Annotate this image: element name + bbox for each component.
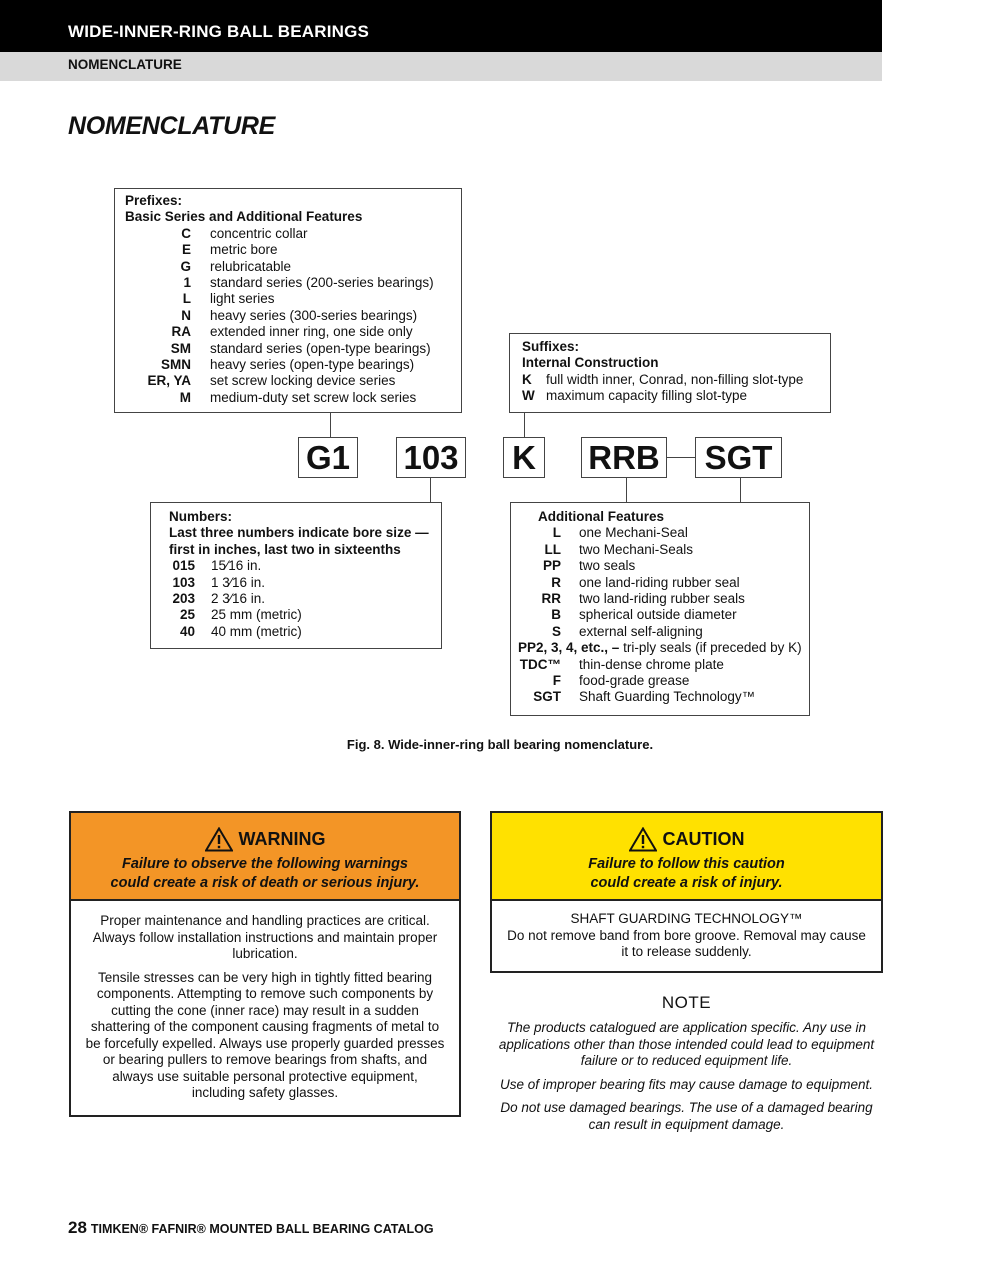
- warning-title: WARNING: [238, 829, 326, 849]
- list-item: [169, 624, 441, 640]
- list-item: [125, 275, 461, 291]
- prefix-code: RA: [171, 324, 191, 340]
- feature-desc: tri-ply seals (if preceded by K): [623, 640, 802, 656]
- list-item: [169, 607, 441, 623]
- prefix-desc: heavy series (open-type bearings): [210, 357, 415, 373]
- number-code: 40: [179, 623, 195, 639]
- prefix-desc: concentric collar: [210, 225, 308, 241]
- note-paragraph: Use of improper bearing fits may cause damage to equipment.: [500, 1076, 873, 1092]
- number-code: 103: [172, 574, 195, 590]
- connector-line: [626, 478, 627, 502]
- list-item: [125, 242, 461, 258]
- feature-code: PP: [542, 558, 561, 574]
- connector-line: [667, 457, 695, 458]
- warning-paragraph: Tensile stresses can be very high in tightly fitted bearing components. Attempting to remove such components by cutting the cone (inner race) may result in a sudden shattering of the component causing fragments of metal to be forcefully expelled. Always use properly guarded presses or bearing pullers to remove bearings from shafts, and always use suitable personal protective equipment, including safety glasses.: [85, 969, 445, 1100]
- list-item: [169, 558, 441, 574]
- additional-features-list: [511, 525, 809, 640]
- list-item: [511, 591, 809, 607]
- feature-code: SGT: [533, 689, 561, 705]
- feature-desc: thin-dense chrome plate: [579, 656, 724, 672]
- footer: [68, 1218, 434, 1238]
- feature-code: S: [551, 623, 561, 639]
- caution-subtitle-2: could create a risk of injury.: [590, 875, 783, 891]
- list-item: [169, 591, 441, 607]
- caution-title: CAUTION: [662, 829, 745, 849]
- prefixes-subtitle: Basic Series and Additional Features: [125, 209, 363, 225]
- prefix-desc: light series: [210, 291, 275, 307]
- numbers-subtitle-1: Last three numbers indicate bore size —: [169, 525, 429, 541]
- prefix-code: L: [182, 291, 191, 307]
- warning-subtitle-2: could create a risk of death or serious injury.: [110, 875, 420, 891]
- feature-desc: two Mechani-Seals: [579, 541, 694, 557]
- feature-desc: two seals: [579, 558, 636, 574]
- caution-body: [492, 901, 881, 961]
- numbers-box: [150, 502, 442, 649]
- note-title: NOTE: [661, 993, 712, 1012]
- numbers-subtitle-2: first in inches, last two in sixteenths: [169, 541, 401, 557]
- suffixes-title: Suffixes:: [522, 339, 580, 354]
- number-code: 015: [172, 558, 195, 574]
- number-code: 203: [172, 591, 195, 607]
- feature-code: PP2, 3, 4, etc., –: [518, 640, 620, 656]
- prefix-desc: medium-duty set screw lock series: [210, 389, 417, 405]
- list-item: [169, 575, 441, 591]
- warning-paragraph: Proper maintenance and handling practices are critical. Always follow installation instructions and maintain proper lubrication.: [92, 913, 438, 961]
- list-item: [125, 357, 461, 373]
- list-item: [511, 525, 809, 541]
- feature-desc: food-grade grease: [579, 673, 690, 689]
- suffixes-subtitle: Internal Construction: [522, 355, 659, 371]
- segment-construction: K: [503, 437, 545, 478]
- note-paragraph: The products catalogued are application specific. Any use in applications other than those intended could lead to equipment failure or to reduced equipment life.: [498, 1020, 875, 1068]
- prefix-code: E: [181, 242, 191, 258]
- feature-code: F: [552, 673, 561, 689]
- prefix-list: [125, 226, 461, 406]
- feature-code: R: [551, 574, 561, 590]
- prefix-desc: set screw locking device series: [210, 373, 396, 389]
- connector-line: [524, 413, 525, 437]
- prefix-desc: standard series (200-series bearings): [210, 275, 434, 291]
- caution-subtitle-1: Failure to follow this caution: [588, 856, 785, 872]
- prefix-desc: heavy series (300-series bearings): [210, 307, 418, 323]
- list-item: [125, 390, 461, 406]
- warning-header: [71, 813, 459, 901]
- feature-desc: one Mechani-Seal: [579, 525, 688, 541]
- suffix-code: W: [522, 388, 535, 404]
- footer-text: TIMKEN® FAFNIR® MOUNTED BALL BEARING CATALOG: [90, 1222, 434, 1236]
- prefix-desc: relubricatable: [210, 258, 292, 274]
- segment-number: 103: [396, 437, 466, 478]
- segment-prefix: G1: [298, 437, 358, 478]
- connector-line: [740, 478, 741, 502]
- feature-code: RR: [541, 591, 561, 607]
- feature-desc: Shaft Guarding Technology™: [579, 689, 756, 705]
- suffix-list: [522, 372, 830, 405]
- prefix-code: C: [181, 225, 191, 241]
- feature-code: LL: [544, 541, 561, 557]
- additional-features-box: [510, 502, 810, 716]
- note-paragraph: Do not use damaged bearings. The use of a damaged bearing can result in equipment damage.: [500, 1100, 873, 1132]
- subsection-title: NOMENCLATURE: [68, 57, 182, 72]
- feature-desc: two land-riding rubber seals: [579, 591, 745, 607]
- list-item: [125, 291, 461, 307]
- warning-subtitle-1: Failure to observe the following warnings: [121, 856, 408, 872]
- suffix-desc: full width inner, Conrad, non-filling slot-type: [546, 371, 804, 387]
- list-item: [125, 259, 461, 275]
- caution-triangle-icon: [629, 827, 657, 852]
- feature-desc: external self-aligning: [579, 623, 703, 639]
- suffix-code: K: [522, 371, 532, 387]
- page-title: NOMENCLATURE: [68, 112, 276, 140]
- section-title: WIDE-INNER-RING BALL BEARINGS: [68, 22, 370, 41]
- number-desc: 40 mm (metric): [211, 623, 302, 639]
- prefixes-box: [114, 188, 462, 413]
- feature-code: B: [551, 607, 561, 623]
- additional-features-list: [511, 657, 809, 706]
- caution-header: [492, 813, 881, 901]
- prefixes-title: Prefixes:: [125, 193, 183, 208]
- list-item: [522, 388, 830, 404]
- warning-body: [71, 901, 459, 1102]
- list-item: [511, 640, 809, 656]
- list-item: [511, 542, 809, 558]
- list-item: [511, 657, 809, 673]
- caution-body-title: SHAFT GUARDING TECHNOLOGY™: [570, 911, 803, 926]
- number-desc: 1 3⁄16 in.: [211, 574, 266, 590]
- feature-code: L: [552, 525, 561, 541]
- prefix-code: M: [179, 389, 191, 405]
- suffix-desc: maximum capacity filling slot-type: [546, 388, 748, 404]
- list-item: [125, 324, 461, 340]
- prefix-desc: extended inner ring, one side only: [210, 324, 413, 340]
- number-desc: 2 3⁄16 in.: [211, 591, 266, 607]
- list-item: [522, 372, 830, 388]
- note-body: [490, 1020, 883, 1140]
- segment-features: RRB: [581, 437, 667, 478]
- number-desc: 25 mm (metric): [211, 607, 302, 623]
- caution-box: [490, 811, 883, 973]
- numbers-list: [169, 558, 441, 640]
- list-item: [125, 341, 461, 357]
- number-desc: 15⁄16 in.: [211, 558, 262, 574]
- list-item: [125, 308, 461, 324]
- prefix-code: ER, YA: [147, 373, 191, 389]
- prefix-code: N: [181, 307, 191, 323]
- number-code: 25: [179, 607, 195, 623]
- feature-desc: spherical outside diameter: [579, 607, 737, 623]
- list-item: [511, 624, 809, 640]
- feature-desc: one land-riding rubber seal: [579, 574, 740, 590]
- list-item: [511, 689, 809, 705]
- numbers-title: Numbers:: [169, 509, 233, 524]
- prefix-code: G: [180, 258, 191, 274]
- list-item: [511, 607, 809, 623]
- warning-box: [69, 811, 461, 1117]
- list-item: [511, 673, 809, 689]
- prefix-desc: metric bore: [210, 242, 278, 258]
- warning-triangle-icon: [205, 827, 233, 852]
- prefix-desc: standard series (open-type bearings): [210, 340, 431, 356]
- connector-line: [430, 478, 431, 502]
- figure-caption: Fig. 8. Wide-inner-ring ball bearing nomenclature.: [346, 737, 654, 752]
- list-item: [125, 226, 461, 242]
- feature-code: TDC™: [519, 656, 561, 672]
- connector-line: [330, 413, 331, 437]
- segment-sgt: SGT: [695, 437, 782, 478]
- list-item: [125, 373, 461, 389]
- page-number: 28: [68, 1218, 87, 1237]
- list-item: [511, 558, 809, 574]
- list-item: [511, 575, 809, 591]
- additional-features-title: Additional Features: [538, 509, 665, 524]
- prefix-code: SM: [170, 340, 191, 356]
- suffixes-box: [509, 333, 831, 413]
- prefix-code: 1: [183, 275, 191, 291]
- caution-body-text: Do not remove band from bore groove. Removal may cause it to release suddenly.: [507, 927, 866, 959]
- prefix-code: SMN: [161, 357, 191, 373]
